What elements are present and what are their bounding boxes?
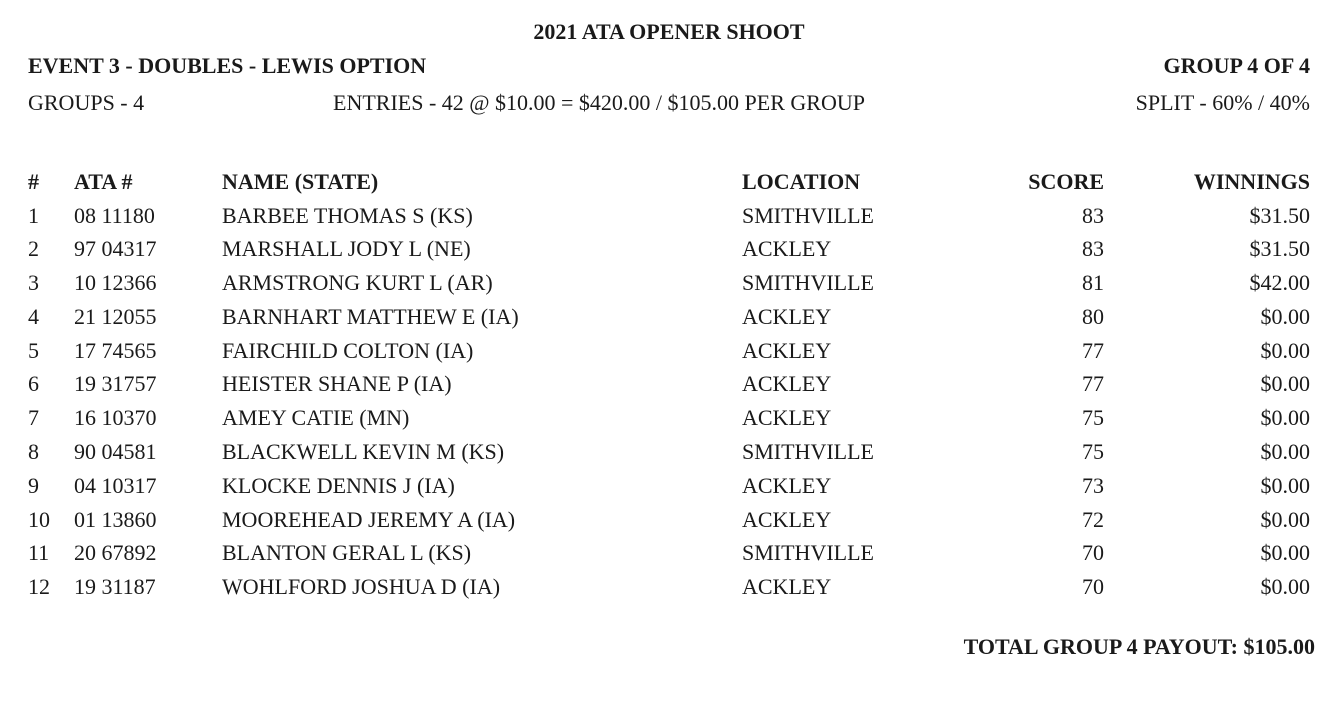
row-name: MARSHALL JODY L (NE): [222, 236, 471, 261]
column-header-winnings: WINNINGS: [1193, 169, 1310, 194]
row-score: 73: [1082, 473, 1104, 498]
row-num: 9: [28, 473, 39, 498]
row-num: 2: [28, 236, 39, 261]
row-name: BARNHART MATTHEW E (IA): [222, 304, 519, 329]
row-score: 83: [1082, 236, 1104, 261]
row-num: 11: [28, 540, 50, 565]
event-title: EVENT 3 - DOUBLES - LEWIS OPTION: [28, 53, 427, 78]
row-score: 77: [1082, 338, 1104, 363]
column-header-ata: ATA #: [74, 169, 133, 194]
row-score: 75: [1082, 439, 1104, 464]
row-num: 8: [28, 439, 39, 464]
row-winnings: $0.00: [1260, 540, 1310, 565]
table-row: [0, 441, 1344, 475]
row-num: 4: [28, 304, 39, 329]
row-num: 7: [28, 405, 39, 430]
table-row: [0, 306, 1344, 340]
row-winnings: $0.00: [1260, 439, 1310, 464]
row-ata: 90 04581: [74, 439, 157, 464]
row-winnings: $0.00: [1260, 405, 1310, 430]
row-score: 81: [1082, 270, 1104, 295]
row-winnings: $0.00: [1260, 574, 1310, 599]
row-winnings: $42.00: [1249, 270, 1310, 295]
row-location: ACKLEY: [742, 473, 832, 498]
table-row: [0, 509, 1344, 543]
row-num: 12: [28, 574, 50, 599]
row-ata: 21 12055: [74, 304, 157, 329]
row-name: KLOCKE DENNIS J (IA): [222, 473, 455, 498]
entries-summary: ENTRIES - 42 @ $10.00 = $420.00 / $105.00 PER GROUP: [333, 90, 865, 115]
row-ata: 08 11180: [74, 203, 155, 228]
row-ata: 10 12366: [74, 270, 157, 295]
row-winnings: $31.50: [1249, 236, 1310, 261]
row-score: 70: [1082, 574, 1104, 599]
row-location: ACKLEY: [742, 304, 832, 329]
row-winnings: $0.00: [1260, 473, 1310, 498]
row-num: 1: [28, 203, 39, 228]
row-name: MOOREHEAD JEREMY A (IA): [222, 507, 516, 532]
row-name: ARMSTRONG KURT L (AR): [222, 270, 493, 295]
split-info: SPLIT - 60% / 40%: [1135, 90, 1310, 115]
row-location: ACKLEY: [742, 507, 832, 532]
row-num: 10: [28, 507, 50, 532]
row-location: ACKLEY: [742, 236, 832, 261]
table-row: [0, 407, 1344, 441]
row-ata: 16 10370: [74, 405, 157, 430]
column-header-location: LOCATION: [742, 169, 861, 194]
row-winnings: $31.50: [1249, 203, 1310, 228]
table-row: [0, 542, 1344, 576]
table-row: [0, 475, 1344, 509]
table-row: [0, 205, 1344, 239]
row-name: BLACKWELL KEVIN M (KS): [222, 439, 505, 464]
row-num: 3: [28, 270, 39, 295]
table-row: [0, 340, 1344, 374]
page-title: 2021 ATA OPENER SHOOT: [533, 19, 805, 44]
row-ata: 04 10317: [74, 473, 157, 498]
row-ata: 19 31187: [74, 574, 156, 599]
table-row: [0, 238, 1344, 272]
column-header-score: SCORE: [1028, 169, 1104, 194]
row-winnings: $0.00: [1260, 371, 1310, 396]
row-winnings: $0.00: [1260, 304, 1310, 329]
row-score: 75: [1082, 405, 1104, 430]
row-name: FAIRCHILD COLTON (IA): [222, 338, 474, 363]
row-ata: 97 04317: [74, 236, 157, 261]
table-row: [0, 272, 1344, 306]
group-label: GROUP 4 OF 4: [1163, 53, 1310, 78]
row-score: 80: [1082, 304, 1104, 329]
column-header-num: #: [28, 169, 39, 194]
row-score: 83: [1082, 203, 1104, 228]
row-location: ACKLEY: [742, 574, 832, 599]
row-location: SMITHVILLE: [742, 203, 874, 228]
row-name: BARBEE THOMAS S (KS): [222, 203, 473, 228]
total-payout: TOTAL GROUP 4 PAYOUT: $105.00: [963, 634, 1315, 659]
row-name: WOHLFORD JOSHUA D (IA): [222, 574, 501, 599]
row-num: 5: [28, 338, 39, 363]
row-score: 72: [1082, 507, 1104, 532]
row-num: 6: [28, 371, 39, 396]
row-ata: 19 31757: [74, 371, 157, 396]
table-row: [0, 373, 1344, 407]
row-ata: 01 13860: [74, 507, 157, 532]
row-name: BLANTON GERAL L (KS): [222, 540, 472, 565]
groups-count: GROUPS - 4: [28, 90, 145, 115]
row-location: SMITHVILLE: [742, 540, 874, 565]
row-name: HEISTER SHANE P (IA): [222, 371, 452, 396]
row-ata: 20 67892: [74, 540, 157, 565]
row-location: ACKLEY: [742, 405, 832, 430]
row-location: ACKLEY: [742, 338, 832, 363]
row-score: 70: [1082, 540, 1104, 565]
row-winnings: $0.00: [1260, 507, 1310, 532]
row-score: 77: [1082, 371, 1104, 396]
column-header-name: NAME (STATE): [222, 169, 379, 194]
row-ata: 17 74565: [74, 338, 157, 363]
row-name: AMEY CATIE (MN): [222, 405, 410, 430]
table-row: [0, 576, 1344, 610]
row-location: ACKLEY: [742, 371, 832, 396]
row-location: SMITHVILLE: [742, 439, 874, 464]
row-location: SMITHVILLE: [742, 270, 874, 295]
row-winnings: $0.00: [1260, 338, 1310, 363]
